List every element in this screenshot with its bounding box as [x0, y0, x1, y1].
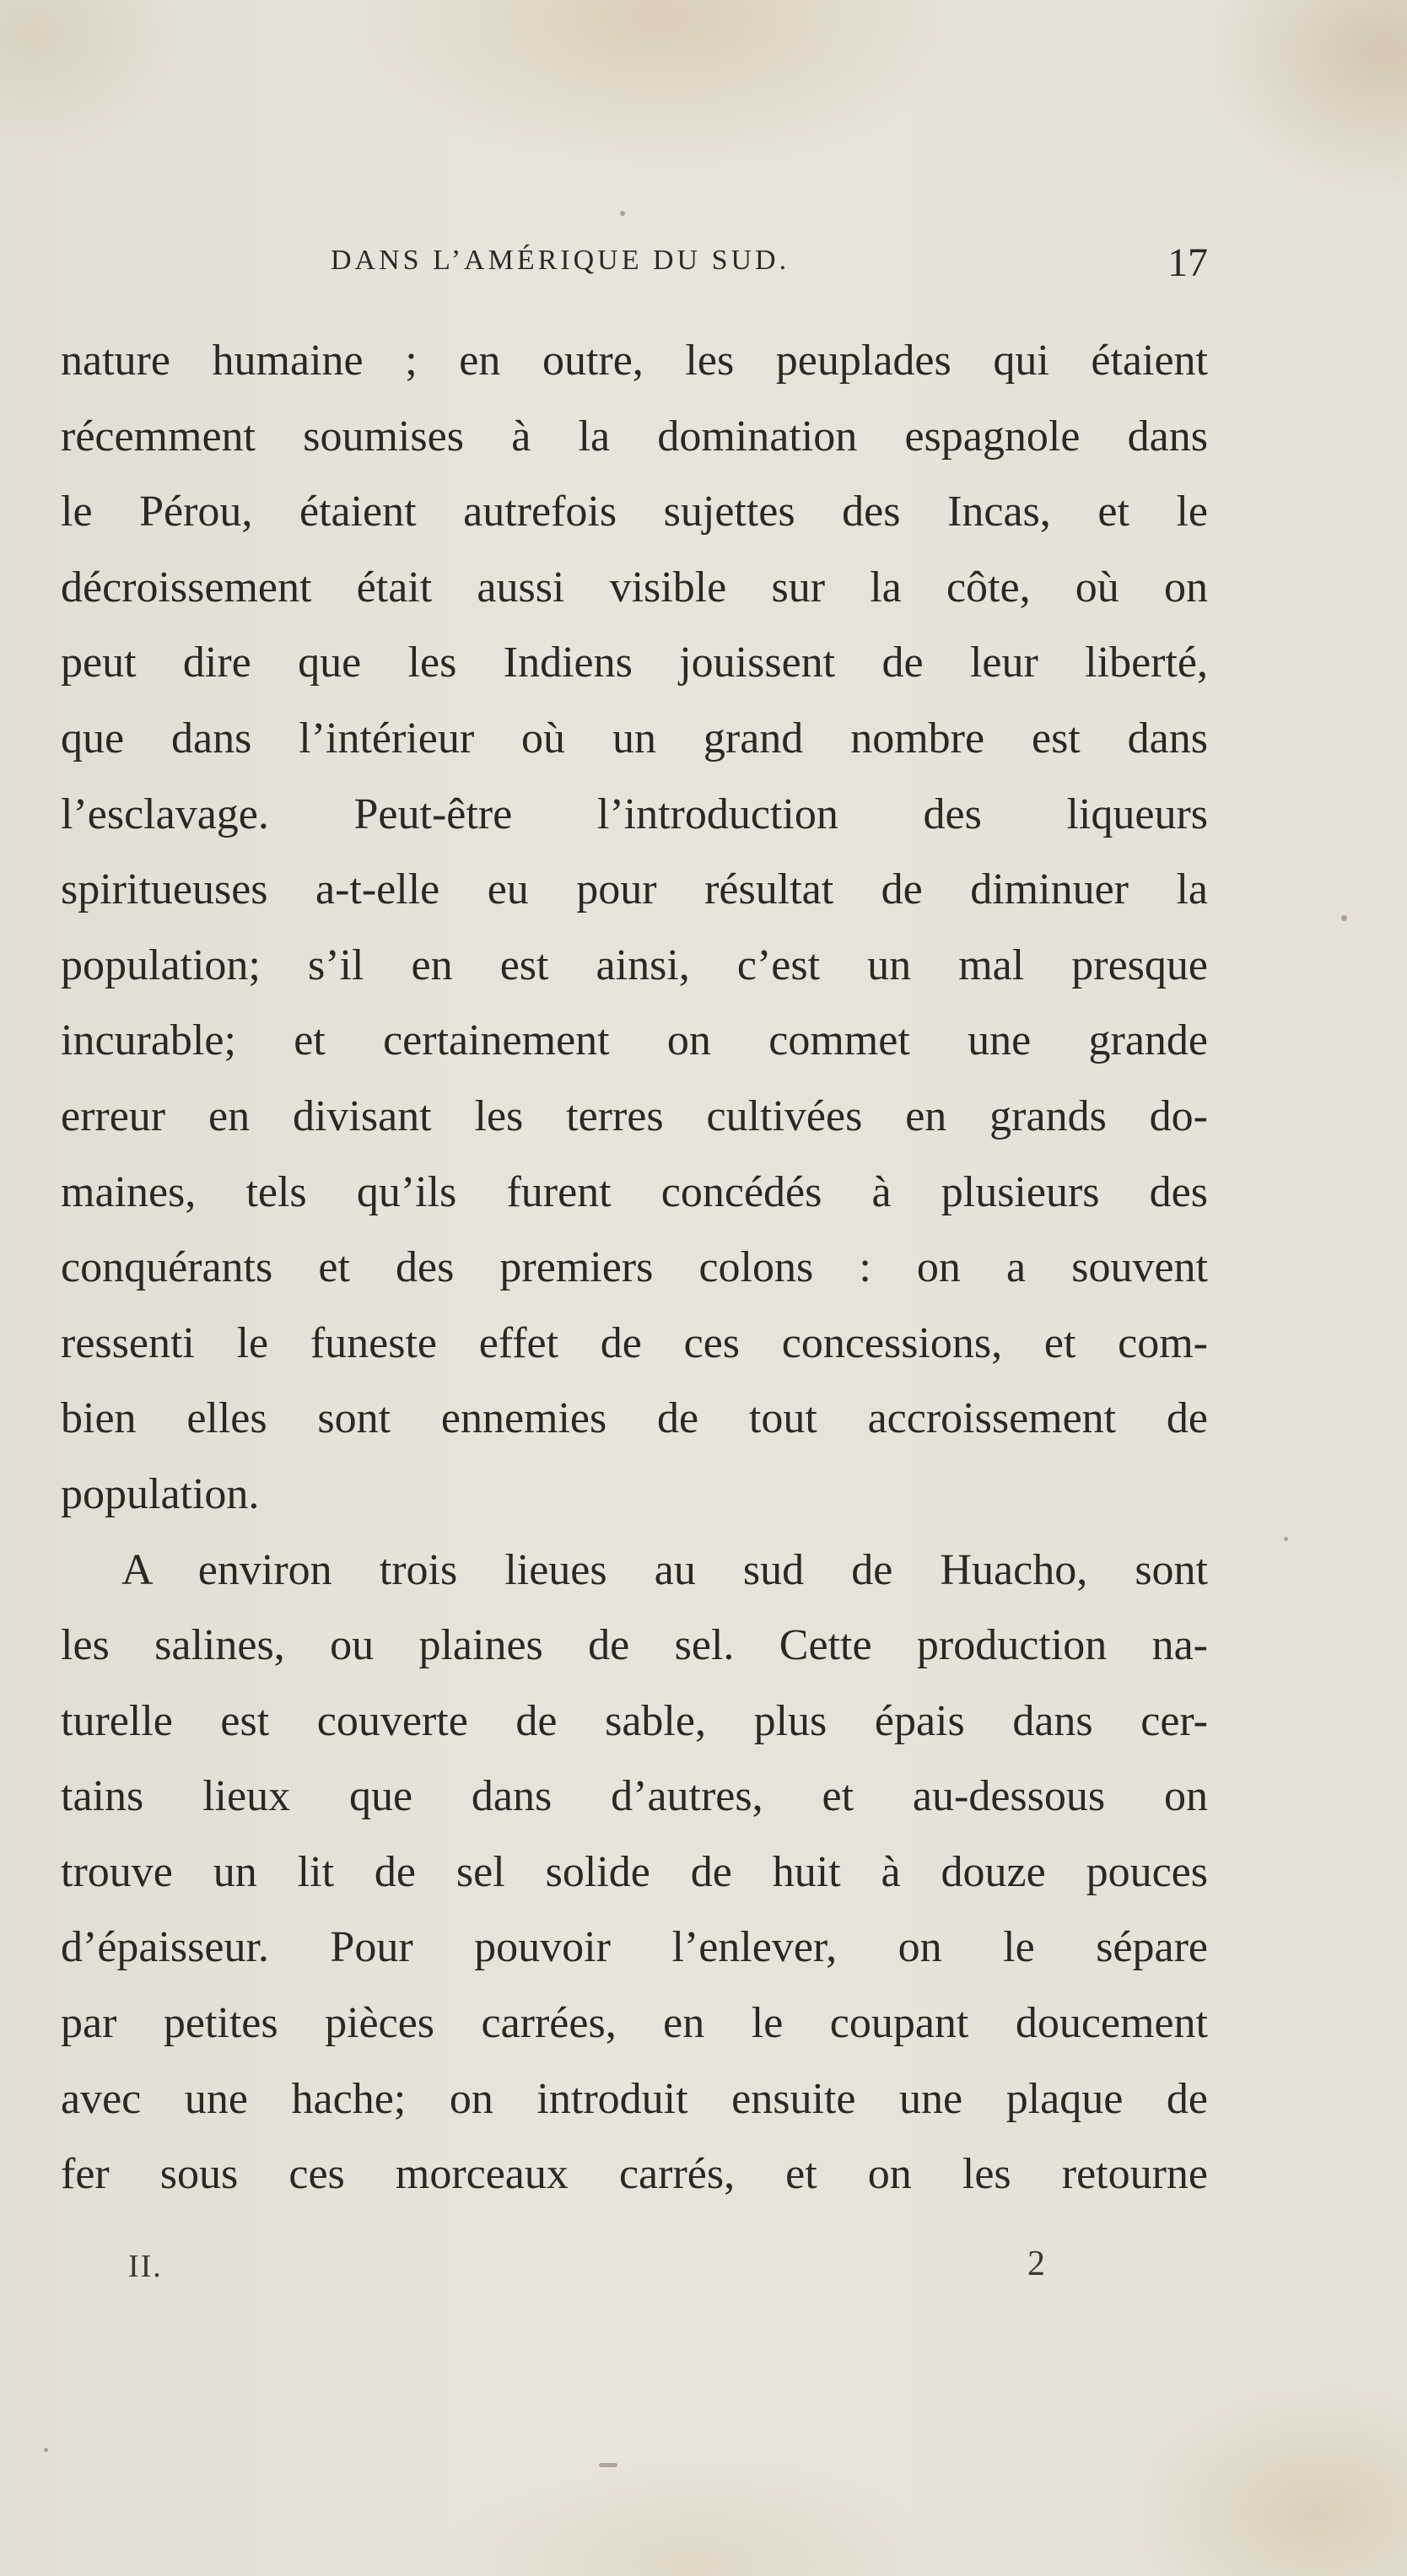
text-line: les salines, ou plaines de sel. Cette production na- [61, 1621, 1208, 1670]
text-line: le Pérou, étaient autrefois sujettes des Incas, et le [61, 488, 1208, 536]
text-line: nature humaine ; en outre, les peuplades qui étaient [61, 337, 1208, 385]
page-number: 17 [1167, 240, 1208, 285]
text-line: maines, tels qu’ils furent concédés à plusieurs des [61, 1167, 1208, 1216]
text-line: spiritueuses a-t-elle eu pour résultat de diminuer la [61, 865, 1208, 914]
running-title: DANS L’AMÉRIQUE DU SUD. [331, 245, 790, 276]
paper-speck [1341, 915, 1347, 921]
paper-speck [620, 211, 625, 216]
text-line: avec une hache; on introduit ensuite une plaque de [61, 2074, 1208, 2123]
text-line: que dans l’intérieur où un grand nombre est dans [61, 714, 1208, 763]
folio-number: 2 [1027, 2245, 1045, 2283]
text-line: d’épaisseur. Pour pouvoir l’enlever, on le sépare [61, 1923, 1208, 1972]
text-line: erreur en divisant les terres cultivées en grands do- [61, 1091, 1208, 1140]
text-line: récemment soumises à la domination espagnole dans [61, 412, 1208, 461]
text-line: l’esclavage. Peut-être l’introduction des liqueurs [61, 790, 1208, 838]
text-line: tains lieux que dans d’autres, et au-dessous on [61, 1772, 1208, 1821]
running-head [331, 240, 1208, 290]
paper-speck [599, 2463, 617, 2467]
text-line: décroissement était aussi visible sur la côte, où on [61, 563, 1208, 612]
text-line: trouve un lit de sel solide de huit à douze pouces [61, 1847, 1208, 1896]
text-line: bien elles sont ennemies de tout accroissement de [61, 1394, 1208, 1443]
text-line: fer sous ces morceaux carrés, et on les retourne [61, 2150, 1208, 2199]
paper-speck [44, 2448, 48, 2452]
signature-mark: II. [128, 2249, 163, 2284]
text-line: par petites pièces carrées, en le coupant doucement [61, 1999, 1208, 2048]
text-line: incurable; et certainement on commet une grande [61, 1016, 1208, 1065]
paper-speck [1284, 1537, 1288, 1541]
text-line: turelle est couverte de sable, plus épais dans cer- [61, 1696, 1208, 1745]
paragraph-end-line: population. [61, 1469, 260, 1518]
text-line: conquérants et des premiers colons : on a souvent [61, 1243, 1208, 1292]
text-line: population; s’il en est ainsi, c’est un mal presque [61, 940, 1208, 989]
body-text [61, 323, 1208, 2212]
paragraph-start-line: A environ trois lieues au sud de Huacho, sont [121, 1545, 1208, 1594]
text-line: peut dire que les Indiens jouissent de leur liberté, [61, 639, 1208, 687]
text-line: ressenti le funeste effet de ces concessions, et com- [61, 1318, 1208, 1367]
